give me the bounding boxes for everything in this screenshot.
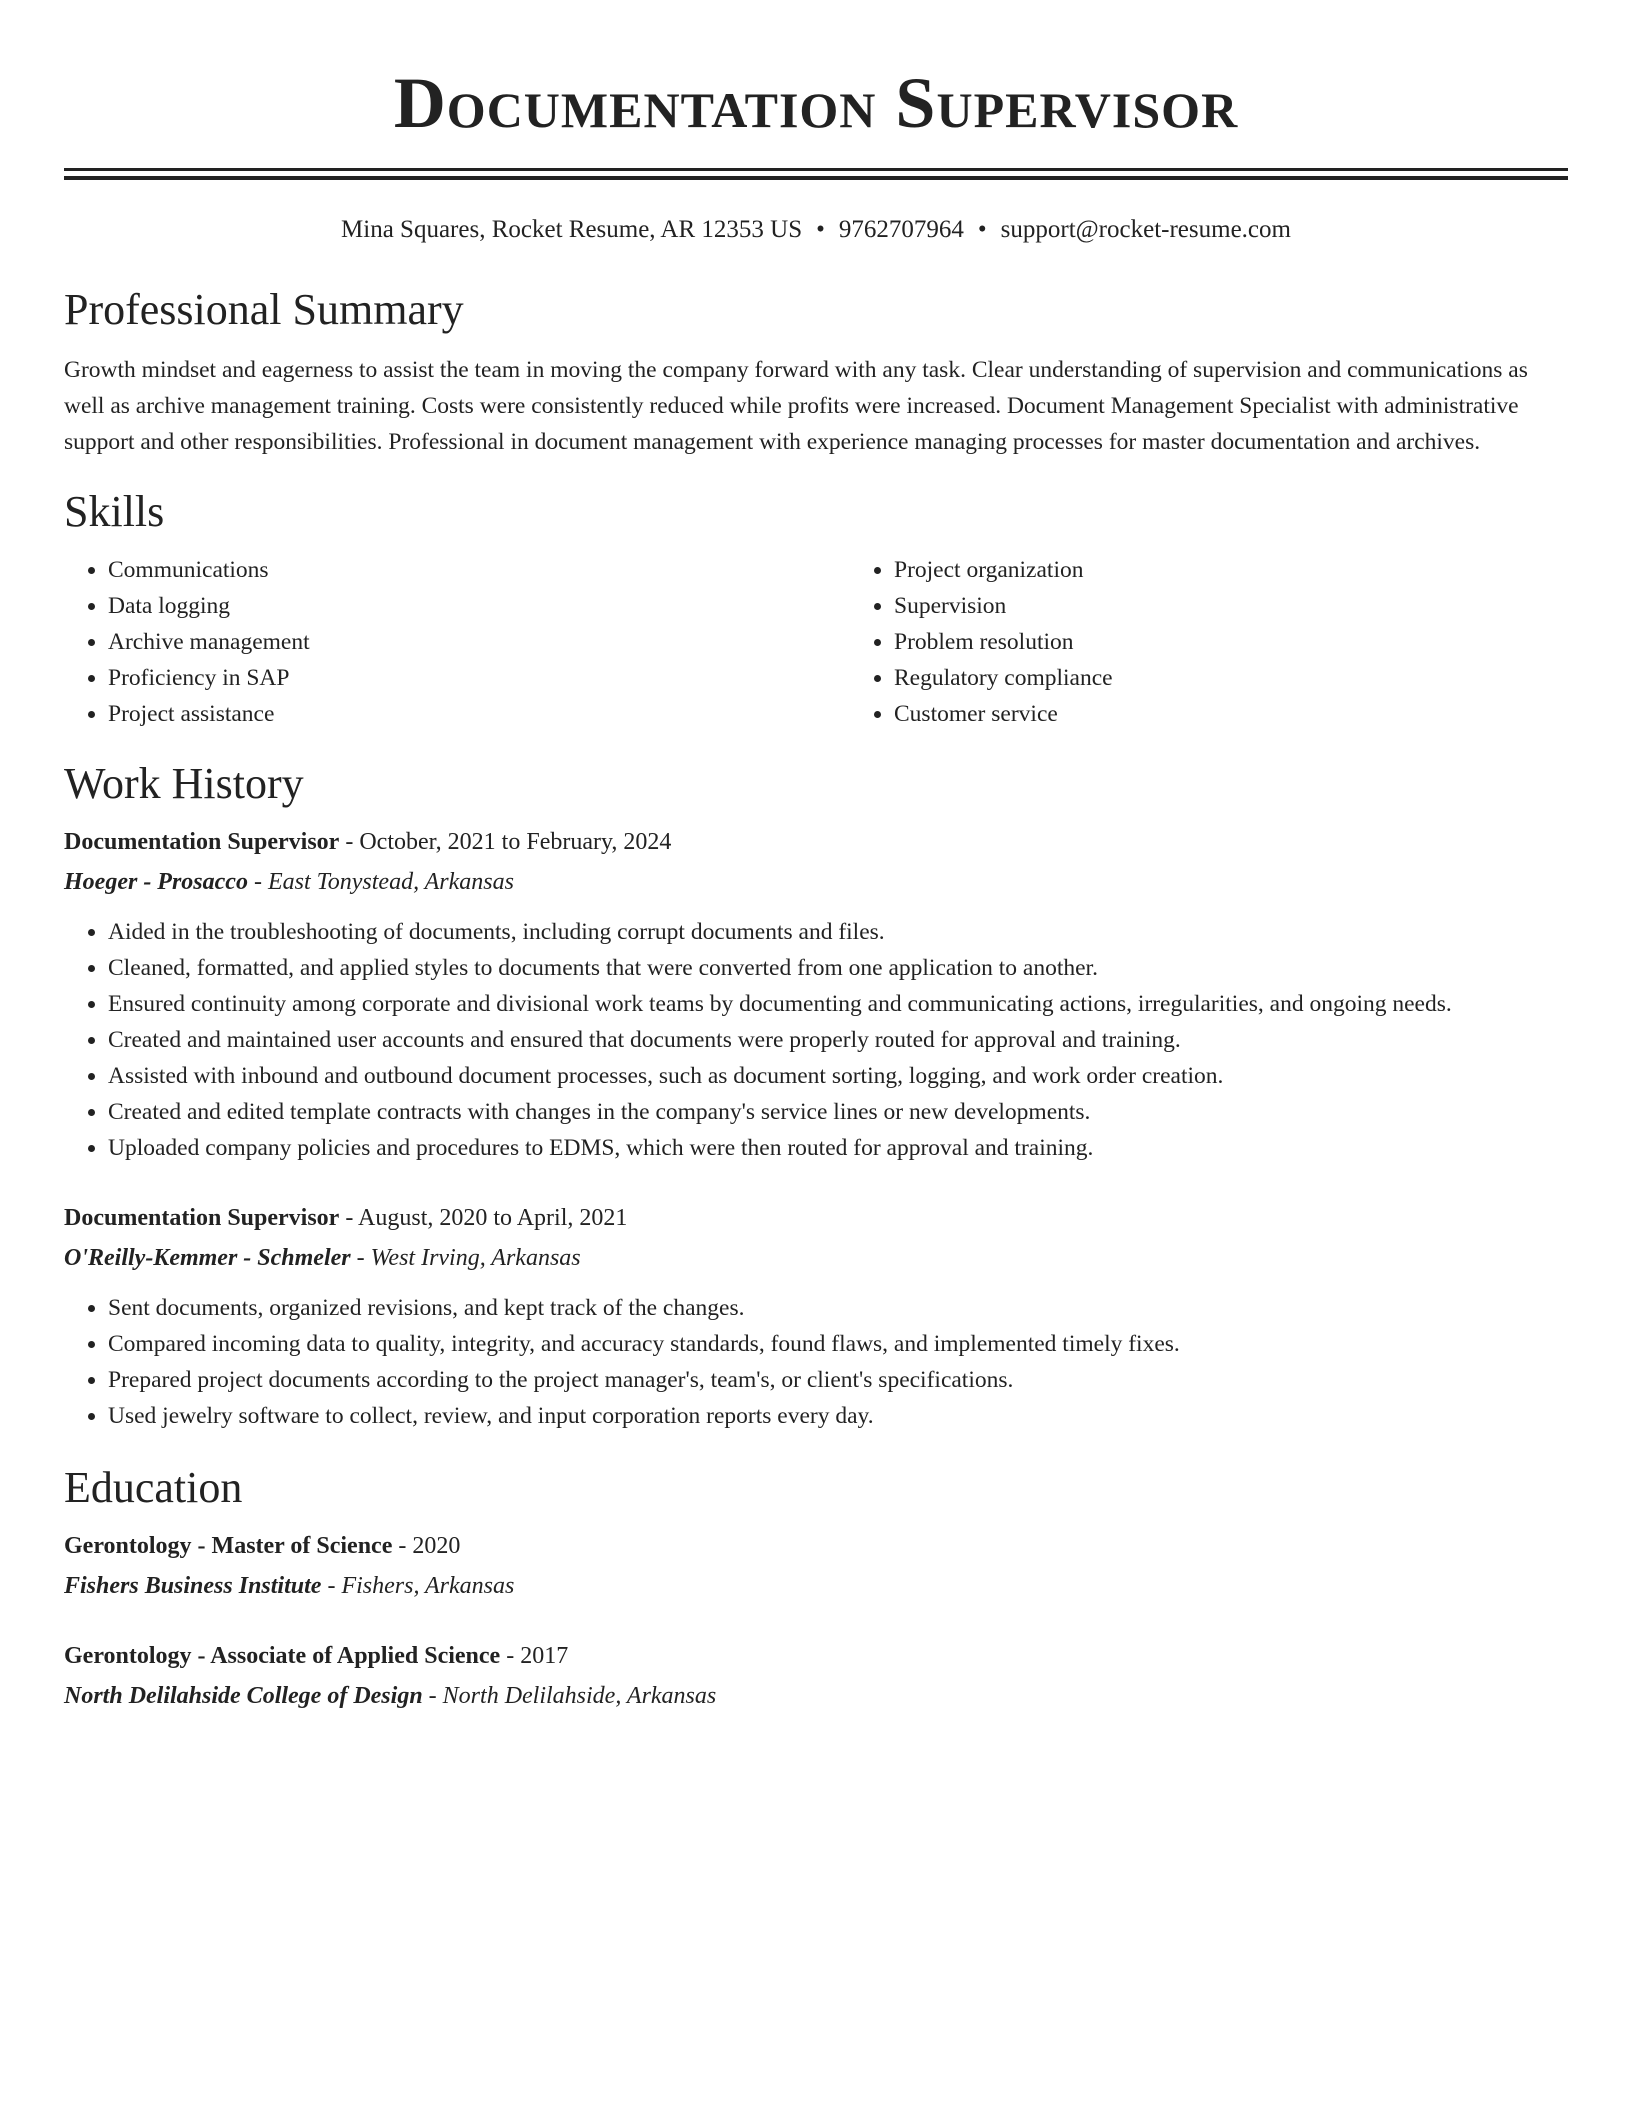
job-company: Hoeger - Prosacco	[64, 869, 248, 895]
section-title-work-history: Work History	[64, 759, 304, 808]
education-school: North Delilahside College of Design	[64, 1683, 423, 1709]
job-bullet: • Aided in the troubleshooting of documents, including corrupt documents and files.	[108, 914, 1568, 950]
candidate-name: Documentation Supervisor	[393, 63, 1239, 143]
skill-item: • Project assistance	[108, 696, 850, 732]
contact-address: Mina Squares, Rocket Resume, AR 12353 US	[341, 216, 803, 243]
job-bullet: • Cleaned, formatted, and applied styles to documents that were converted from one application to another.	[108, 950, 1568, 986]
job-bullet: • Compared incoming data to quality, integrity, and accuracy standards, found flaws, and implemented timely fixes.	[108, 1326, 1568, 1362]
job-bullet: • Assisted with inbound and outbound document processes, such as document sorting, logging, and work order creation.	[108, 1058, 1568, 1094]
job-bullets	[64, 1290, 1568, 1434]
job-location: East Tonystead, Arkansas	[267, 869, 514, 895]
education-year: 2020	[412, 1533, 461, 1559]
education-school-line: North Delilahside College of Design - North Delilahside, Arkansas	[64, 1683, 717, 1709]
skill-item: • Archive management	[108, 624, 850, 660]
job-bullet: • Created and maintained user accounts and ensured that documents were properly routed for approval and training.	[108, 1022, 1568, 1058]
job-bullet: • Ensured continuity among corporate and divisional work teams by documenting and communicating actions, irregularities, and ongoing needs.	[108, 986, 1568, 1022]
contact-phone: 9762707964	[838, 216, 964, 243]
education-heading: Gerontology - Associate of Applied Science - 2017	[64, 1643, 569, 1669]
job-company-line: Hoeger - Prosacco - East Tonystead, Arkansas	[64, 869, 514, 895]
job-entry	[64, 1198, 1568, 1434]
education-location: Fishers, Arkansas	[341, 1573, 515, 1599]
contact-line	[64, 214, 1568, 246]
resume-page	[64, 0, 1568, 1716]
section-title-education: Education	[64, 1463, 243, 1512]
job-bullet: • Uploaded company policies and procedures to EDMS, which were then routed for approval and training.	[108, 1130, 1568, 1166]
education-degree: Gerontology - Master of Science	[64, 1533, 393, 1559]
education-school-line: Fishers Business Institute - Fishers, Arkansas	[64, 1573, 515, 1599]
education-location: North Delilahside, Arkansas	[442, 1683, 717, 1709]
contact-separator: •	[816, 216, 825, 243]
skills-column-right	[850, 552, 1632, 732]
job-heading: Documentation Supervisor - October, 2021 to February, 2024	[64, 829, 672, 855]
education-heading: Gerontology - Master of Science - 2020	[64, 1533, 461, 1559]
education-year: 2017	[520, 1643, 569, 1669]
skill-item: • Project organization	[894, 552, 1632, 588]
section-title-skills: Skills	[64, 487, 165, 536]
skill-item: • Regulatory compliance	[894, 660, 1632, 696]
section-title-summary: Professional Summary	[64, 285, 464, 334]
job-company-line: O'Reilly-Kemmer - Schmeler - West Irving, Arkansas	[64, 1245, 581, 1271]
skill-item: • Proficiency in SAP	[108, 660, 850, 696]
skills-list	[64, 552, 1568, 732]
skill-item: • Communications	[108, 552, 850, 588]
header-divider-bottom	[64, 176, 1568, 180]
job-dates: October, 2021 to February, 2024	[359, 829, 672, 855]
job-bullet: • Sent documents, organized revisions, and kept track of the changes.	[108, 1290, 1568, 1326]
contact-email: support@rocket-resume.com	[1000, 216, 1291, 243]
skill-item: • Data logging	[108, 588, 850, 624]
job-bullet: • Created and edited template contracts with changes in the company's service lines or new developments.	[108, 1094, 1568, 1130]
header-divider-top	[64, 168, 1568, 171]
skills-column-left	[64, 552, 850, 732]
job-bullet: • Used jewelry software to collect, review, and input corporation reports every day.	[108, 1398, 1568, 1434]
job-location: West Irving, Arkansas	[370, 1245, 581, 1271]
skill-item: • Supervision	[894, 588, 1632, 624]
job-bullets	[64, 914, 1568, 1166]
skill-item: • Problem resolution	[894, 624, 1632, 660]
contact-separator: •	[977, 216, 987, 243]
job-bullet: • Prepared project documents according to the project manager's, team's, or client's specifications.	[108, 1362, 1568, 1398]
job-role: Documentation Supervisor	[64, 829, 340, 855]
summary-text: Growth mindset and eagerness to assist the team in moving the company forward with any task. Clear understanding of supervision and communications as well as archive management training. Costs were consistently reduced while profits were increased. Document Management Specialist with administrative support and other responsibilities. Professional in document management with experience managing processes for master documentation and archives.	[64, 357, 1528, 455]
job-company: O'Reilly-Kemmer - Schmeler	[64, 1245, 351, 1271]
job-role: Documentation Supervisor	[64, 1205, 340, 1231]
job-heading: Documentation Supervisor - August, 2020 to April, 2021	[64, 1205, 628, 1231]
education-degree: Gerontology - Associate of Applied Science	[64, 1643, 501, 1669]
education-school: Fishers Business Institute	[64, 1573, 322, 1599]
skill-item: • Customer service	[894, 696, 1632, 732]
education-entry	[64, 1526, 1568, 1606]
education-entry	[64, 1636, 1568, 1716]
job-entry	[64, 822, 1568, 1166]
job-dates: August, 2020 to April, 2021	[358, 1205, 628, 1231]
